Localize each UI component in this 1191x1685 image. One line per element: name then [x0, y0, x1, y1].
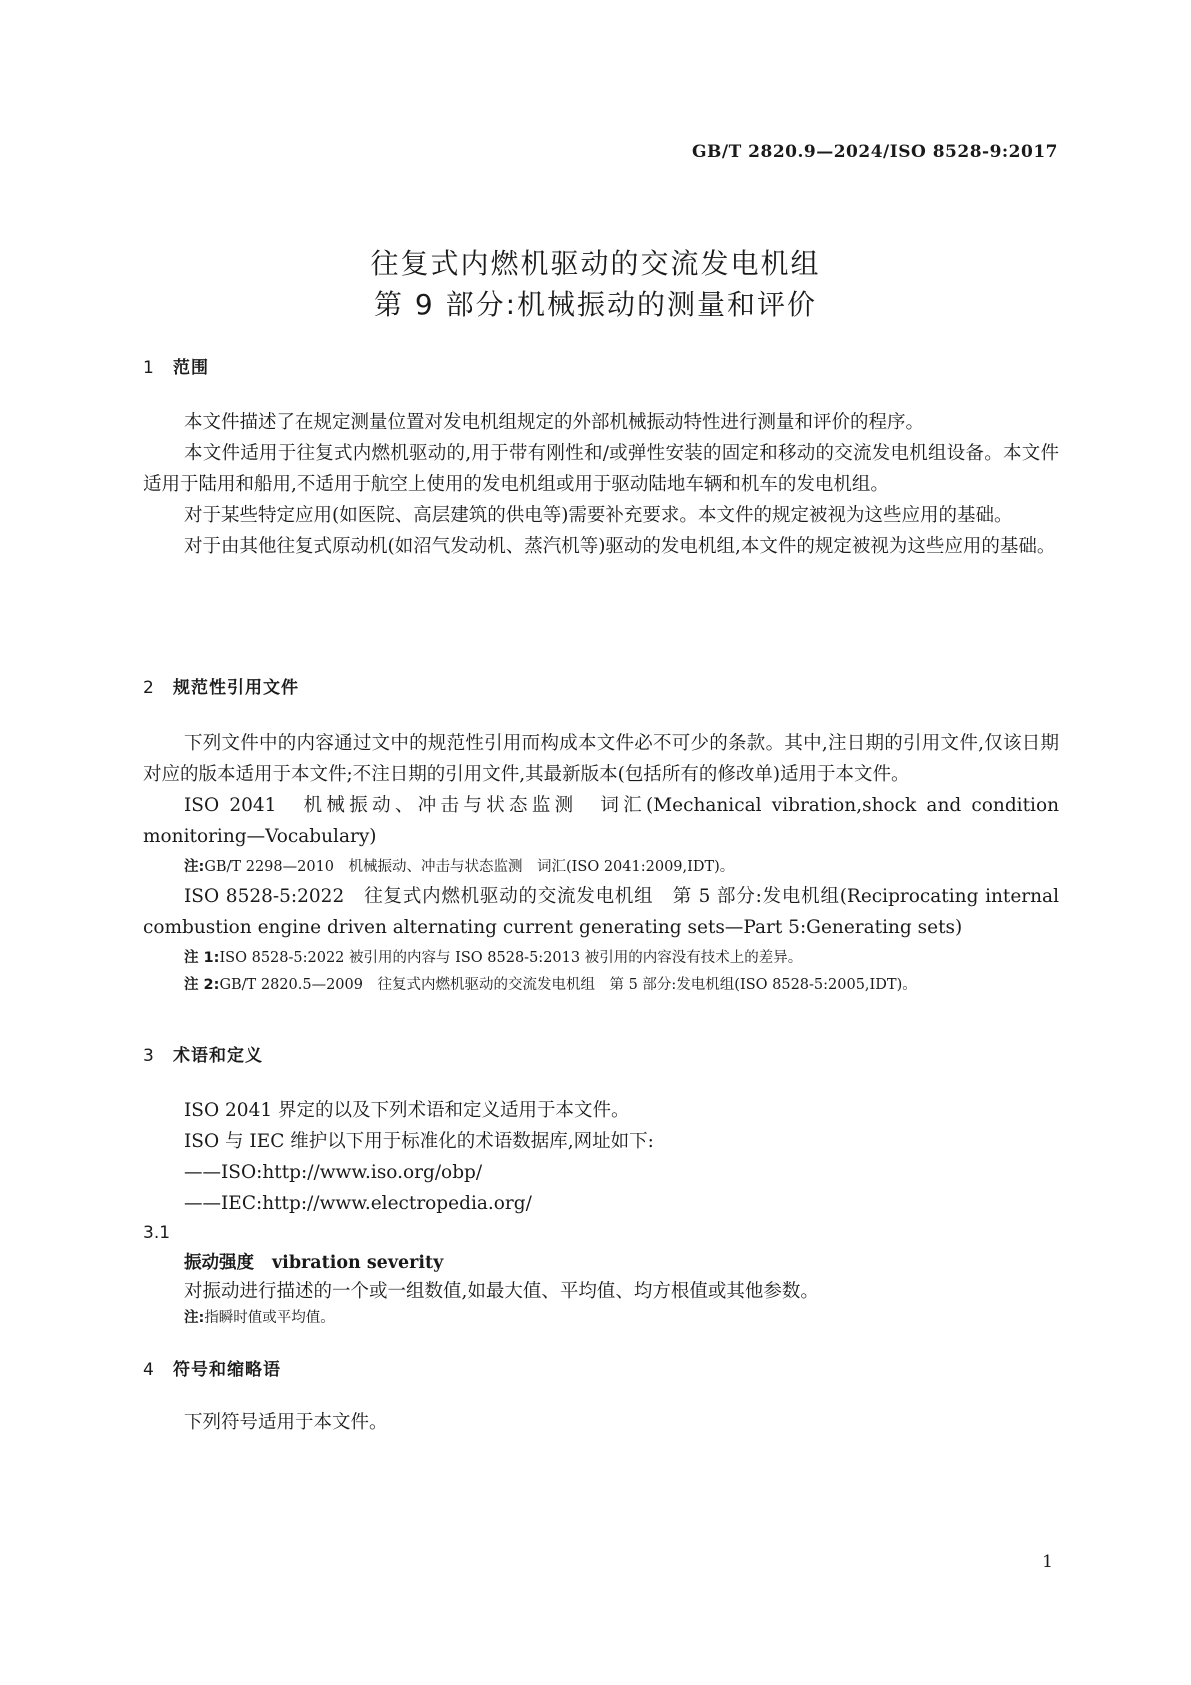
section-title: 范围 — [173, 358, 209, 378]
note-text: 指瞬时值或平均值。 — [204, 1310, 335, 1326]
section-1-body — [143, 407, 1059, 562]
paragraph: 本文件适用于往复式内燃机驱动的,用于带有刚性和/或弹性安装的固定和移动的交流发电机组设备。本文件适用于陆用和船用,不适用于航空上使用的发电机组或用于驱动陆地车辆和机车的发电机组。 — [143, 443, 1059, 495]
section-number: 2 — [143, 678, 155, 698]
section-4-body — [143, 1407, 1059, 1438]
note — [143, 856, 1059, 878]
paragraph: 本文件描述了在规定测量位置对发电机组规定的外部机械振动特性进行测量和评价的程序。 — [184, 412, 925, 433]
section-4-heading — [143, 1355, 1059, 1380]
page-number: 1 — [1042, 1552, 1053, 1572]
paragraph: 对于某些特定应用(如医院、高层建筑的供电等)需要补充要求。本文件的规定被视为这些应用的基础。 — [184, 505, 1013, 526]
term-chinese: 振动强度 — [184, 1253, 254, 1273]
title-line-1: 往复式内燃机驱动的交流发电机组 — [370, 247, 821, 280]
section-1-heading — [143, 353, 1059, 378]
note — [143, 974, 1059, 996]
paragraph: ISO 2041 界定的以及下列术语和定义适用于本文件。 — [184, 1100, 630, 1121]
iso-database-link: ——ISO:http://www.iso.org/obp/ — [184, 1162, 483, 1183]
reference-iso-2041: ISO 2041 机械振动、冲击与状态监测 词汇(Mechanical vibration,shock and condition monitoring—Vocabulary) — [143, 795, 1059, 847]
note-text: GB/T 2298—2010 机械振动、冲击与状态监测 词汇(ISO 2041:2009,IDT)。 — [204, 859, 735, 875]
term-entry — [143, 1249, 1059, 1274]
note-label: 注: — [184, 859, 205, 875]
paragraph: ISO 与 IEC 维护以下用于标准化的术语数据库,网址如下: — [184, 1131, 654, 1152]
reference-iso-8528-5: ISO 8528-5:2022 往复式内燃机驱动的交流发电机组 第 5 部分:发电机组(Reciprocating internal combustion engine driven alternating current generating sets—Part 5:Generating sets) — [143, 886, 1059, 938]
section-2-body — [143, 728, 1059, 996]
note — [143, 947, 1059, 969]
note — [143, 1307, 1059, 1329]
note-label: 注 2: — [184, 977, 220, 993]
term-number: 3.1 — [143, 1223, 171, 1243]
note-text: ISO 8528-5:2022 被引用的内容与 ISO 8528-5:2013 被引用的内容没有技术上的差异。 — [219, 950, 803, 966]
section-3-heading — [143, 1041, 1059, 1066]
term-definition: 对振动进行描述的一个或一组数值,如最大值、平均值、均方根值或其他参数。 — [184, 1281, 819, 1302]
document-title — [0, 243, 1191, 325]
iec-database-link: ——IEC:http://www.electropedia.org/ — [184, 1193, 532, 1214]
paragraph: 下列文件中的内容通过文中的规范性引用而构成本文件必不可少的条款。其中,注日期的引用文件,仅该日期对应的版本适用于本文件;不注日期的引用文件,其最新版本(包括所有的修改单)适用于本文件。 — [143, 733, 1059, 785]
note-label: 注: — [184, 1310, 205, 1326]
section-number: 4 — [143, 1360, 155, 1380]
section-number: 1 — [143, 358, 155, 378]
paragraph: 对于由其他往复式原动机(如沼气发动机、蒸汽机等)驱动的发电机组,本文件的规定被视为这些应用的基础。 — [184, 536, 1056, 557]
section-3-body — [143, 1095, 1059, 1329]
section-title: 术语和定义 — [173, 1046, 263, 1066]
section-title: 符号和缩略语 — [173, 1360, 281, 1380]
section-title: 规范性引用文件 — [173, 678, 299, 698]
section-number: 3 — [143, 1046, 155, 1066]
note-label: 注 1: — [184, 950, 220, 966]
paragraph: 下列符号适用于本文件。 — [184, 1412, 388, 1433]
standard-code: GB/T 2820.9—2024/ISO 8528-9:2017 — [692, 142, 1058, 162]
note-text: GB/T 2820.5—2009 往复式内燃机驱动的交流发电机组 第 5 部分:发电机组(ISO 8528-5:2005,IDT)。 — [219, 977, 917, 993]
title-line-2: 第 9 部分:机械振动的测量和评价 — [373, 288, 818, 321]
section-2-heading — [143, 673, 1059, 698]
term-english: vibration severity — [272, 1253, 444, 1273]
